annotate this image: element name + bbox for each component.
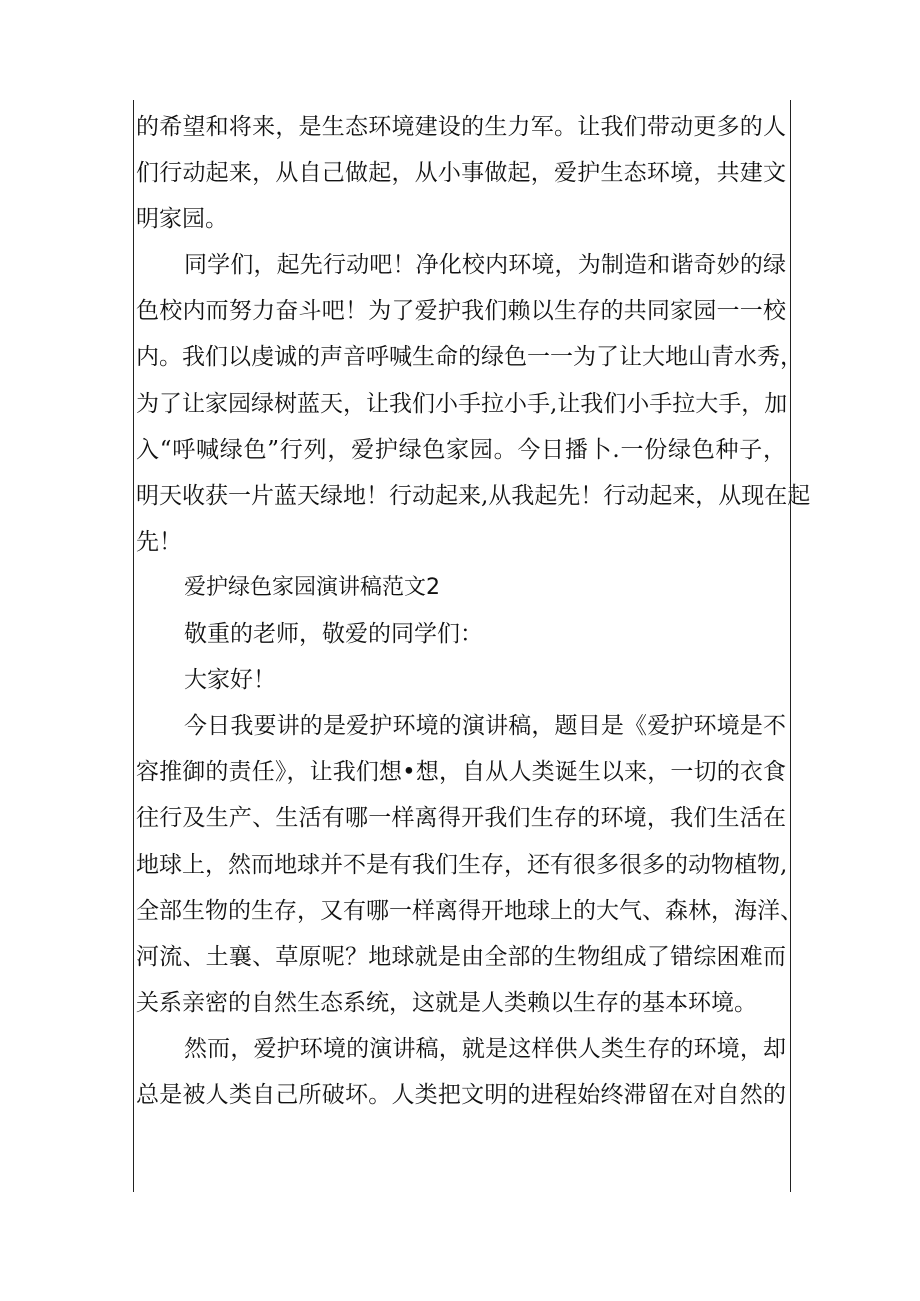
document-body	[136, 104, 811, 1118]
text-line: 明天收获一片蓝天绿地！行动起来,从我起先！行动起来，从现在起	[136, 482, 811, 509]
paragraph-first-line: 今日我要讲的是爱护环境的演讲稿，题目是《爱护环境是不	[184, 713, 786, 740]
text-line: 入“呼喊绿色”行列，爱护绿色家园。今日播卜.一份绿色种子，	[136, 436, 786, 463]
text-line: 的希望和将来，是生态环境建设的生力军。让我们带动更多的人	[136, 114, 786, 140]
text-line: 总是被人类自己所破坏。人类把文明的进程始终滞留在对自然的	[136, 1081, 786, 1108]
text-line: 关系亲密的自然生态系统，这就是人类赖以生存的基本环境。	[136, 989, 757, 1016]
greeting: 大家好！	[184, 667, 276, 694]
paragraph-first-line: 然而，爱护环境的演讲稿，就是这样供人类生存的环境，却	[184, 1035, 786, 1062]
text-line: 先！	[136, 528, 182, 555]
text-line: 为了让家园绿树蓝天，让我们小手拉小手,让我们小手拉大手，加	[136, 390, 788, 417]
text-line: 色校内而努力奋斗吧！为了爱护我们赖以生存的共同家园一一校	[136, 298, 786, 325]
text-line: 地球上，然而地球并不是有我们生存，还有很多很多的动物植物,	[136, 851, 788, 878]
text-line: 往行及生产、生活有哪一样离得开我们生存的环境，我们生活在	[136, 805, 786, 832]
paragraph-first-line: 同学们，起先行动吧！净化校内环境，为制造和谐奇妙的绿	[184, 252, 786, 279]
text-line: 内。我们以虔诚的声音呼喊生命的绿色一一为了让大地山青水秀，	[136, 344, 803, 371]
text-line: 们行动起来，从自己做起，从小事做起，爱护生态环境，共建文	[136, 160, 786, 187]
salutation: 敬重的老师，敬爱的同学们：	[184, 621, 483, 648]
text-line: 容推御的责任》，让我们想•想，自从人类诞生以来，一切的衣食	[136, 759, 786, 786]
text-line: 河流、土襄、草原呢？地球就是由全部的生物组成了错综困难而	[136, 943, 786, 970]
text-line: 全部生物的生存，又有哪一样离得开地球上的大气、森林，海洋、	[136, 897, 803, 924]
section-heading: 爱护绿色家园演讲稿范文2	[184, 574, 440, 600]
text-line: 明家园。	[136, 206, 228, 233]
